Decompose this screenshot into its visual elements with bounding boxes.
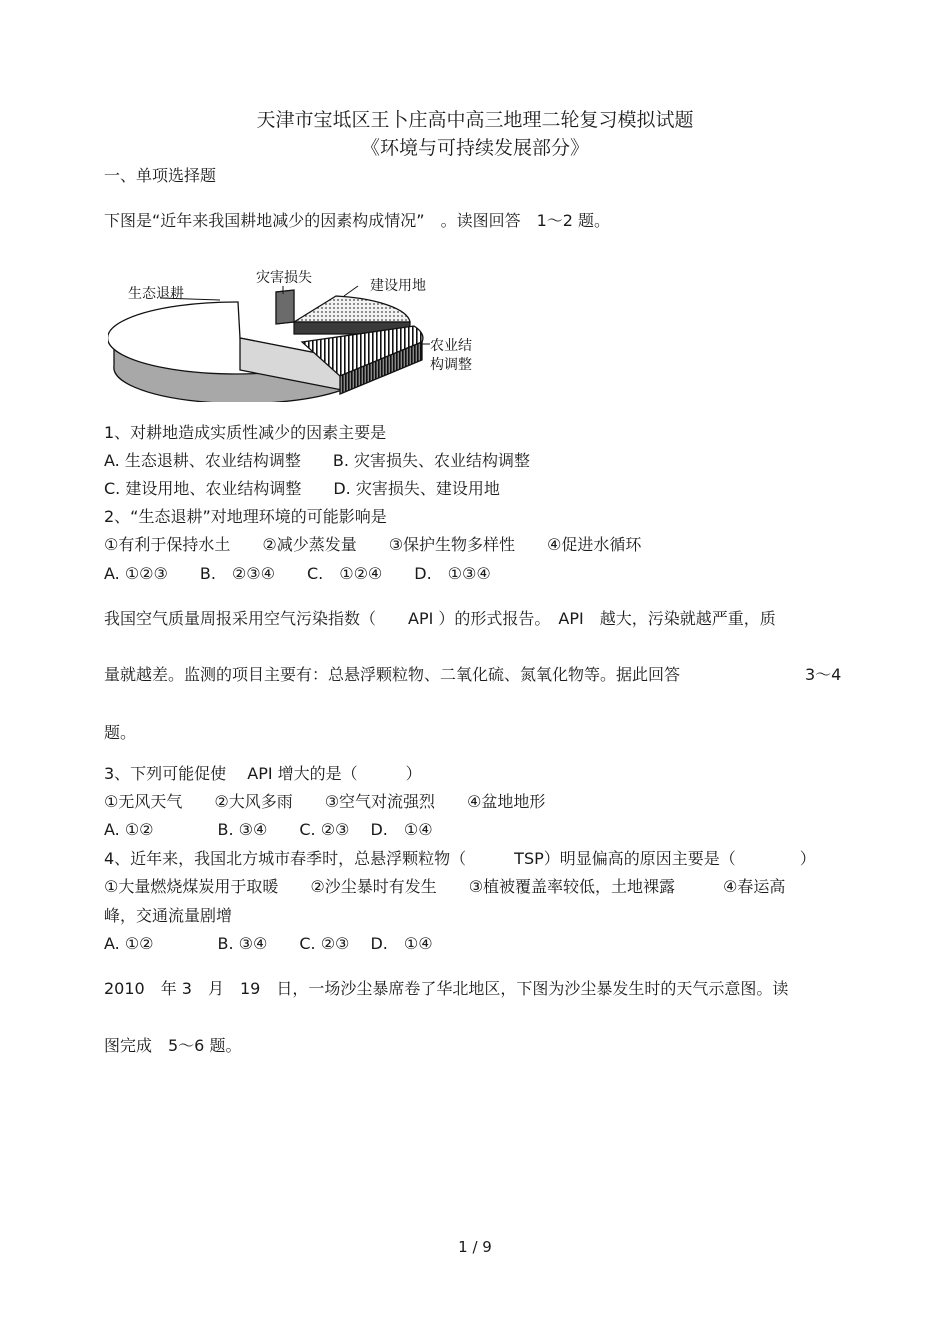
chart-label-build: 建设用地: [370, 278, 426, 294]
question-3-options: A. ①② B. ③④ C. ②③ D. ①④: [104, 820, 433, 839]
question-3: 3、下列可能促使 API 增大的是（ ）: [104, 764, 422, 783]
question-4: 4、近年来，我国北方城市春季时，总悬浮颗粒物（ TSP）明显偏高的原因主要是（ ）: [104, 849, 816, 868]
api-paragraph-range: 3～4: [805, 665, 842, 684]
chart-label-agri-2: 构调整: [430, 357, 472, 373]
dust-paragraph-line-2: 图完成 5～6 题。: [104, 1036, 242, 1055]
question-3-items: ①无风天气 ②大风多雨 ③空气对流强烈 ④盆地地形: [104, 792, 546, 811]
chart-label-eco: 生态退耕: [128, 286, 184, 302]
section-heading: 一、单项选择题: [104, 166, 217, 185]
api-paragraph-line-3: 题。: [104, 723, 137, 742]
question-2-items: ①有利于保持水土 ②减少蒸发量 ③保护生物多样性 ④促进水循环: [104, 535, 642, 554]
question-4-items-line-2: 峰，交通流量剧增: [104, 906, 233, 925]
pie-slice-build-top: [294, 296, 410, 322]
question-4-options: A. ①② B. ③④ C. ②③ D. ①④: [104, 934, 433, 953]
document-title: 天津市宝坻区王卜庄高中高三地理二轮复习模拟试题: [256, 109, 694, 131]
api-paragraph-line-1: 我国空气质量周报采用空气污染指数（ API ）的形式报告。 API 越大，污染就越严重，质: [104, 609, 776, 628]
question-2: 2、“生态退耕”对地理环境的可能影响是: [104, 507, 387, 526]
question-4-items-line-1: ①大量燃烧煤炭用于取暖 ②沙尘暴时有发生 ③植被覆盖率较低，土地裸露 ④春运高: [104, 877, 786, 896]
page-number: 1 / 9: [458, 1238, 492, 1256]
pie-chart: [108, 262, 488, 402]
leader-line-build: [344, 286, 358, 296]
chart-label-disaster: 灾害损失: [256, 270, 312, 286]
intro-text: 下图是“近年来我国耕地减少的因素构成情况” 。读图回答 1～2 题。: [104, 211, 611, 230]
api-paragraph-line-2: 量就越差。监测的项目主要有：总悬浮颗粒物、二氧化硫、氮氧化物等。据此回答: [104, 665, 681, 684]
question-1-options-cd: C. 建设用地、农业结构调整 D. 灾害损失、建设用地: [104, 479, 500, 498]
chart-label-agri-1: 农业结: [430, 338, 472, 354]
question-1-options-ab: A. 生态退耕、农业结构调整 B. 灾害损失、农业结构调整: [104, 451, 530, 470]
dust-paragraph-line-1: 2010 年 3 月 19 日，一场沙尘暴席卷了华北地区，下图为沙尘暴发生时的天气示意图。读: [104, 979, 789, 998]
question-1: 1、对耕地造成实质性减少的因素主要是: [104, 423, 387, 442]
pie-slice-disaster-top: [276, 290, 294, 324]
question-2-options: A. ①②③ B. ②③④ C. ①②④ D. ①③④: [104, 564, 491, 583]
document-subtitle: 《环境与可持续发展部分》: [360, 137, 589, 159]
